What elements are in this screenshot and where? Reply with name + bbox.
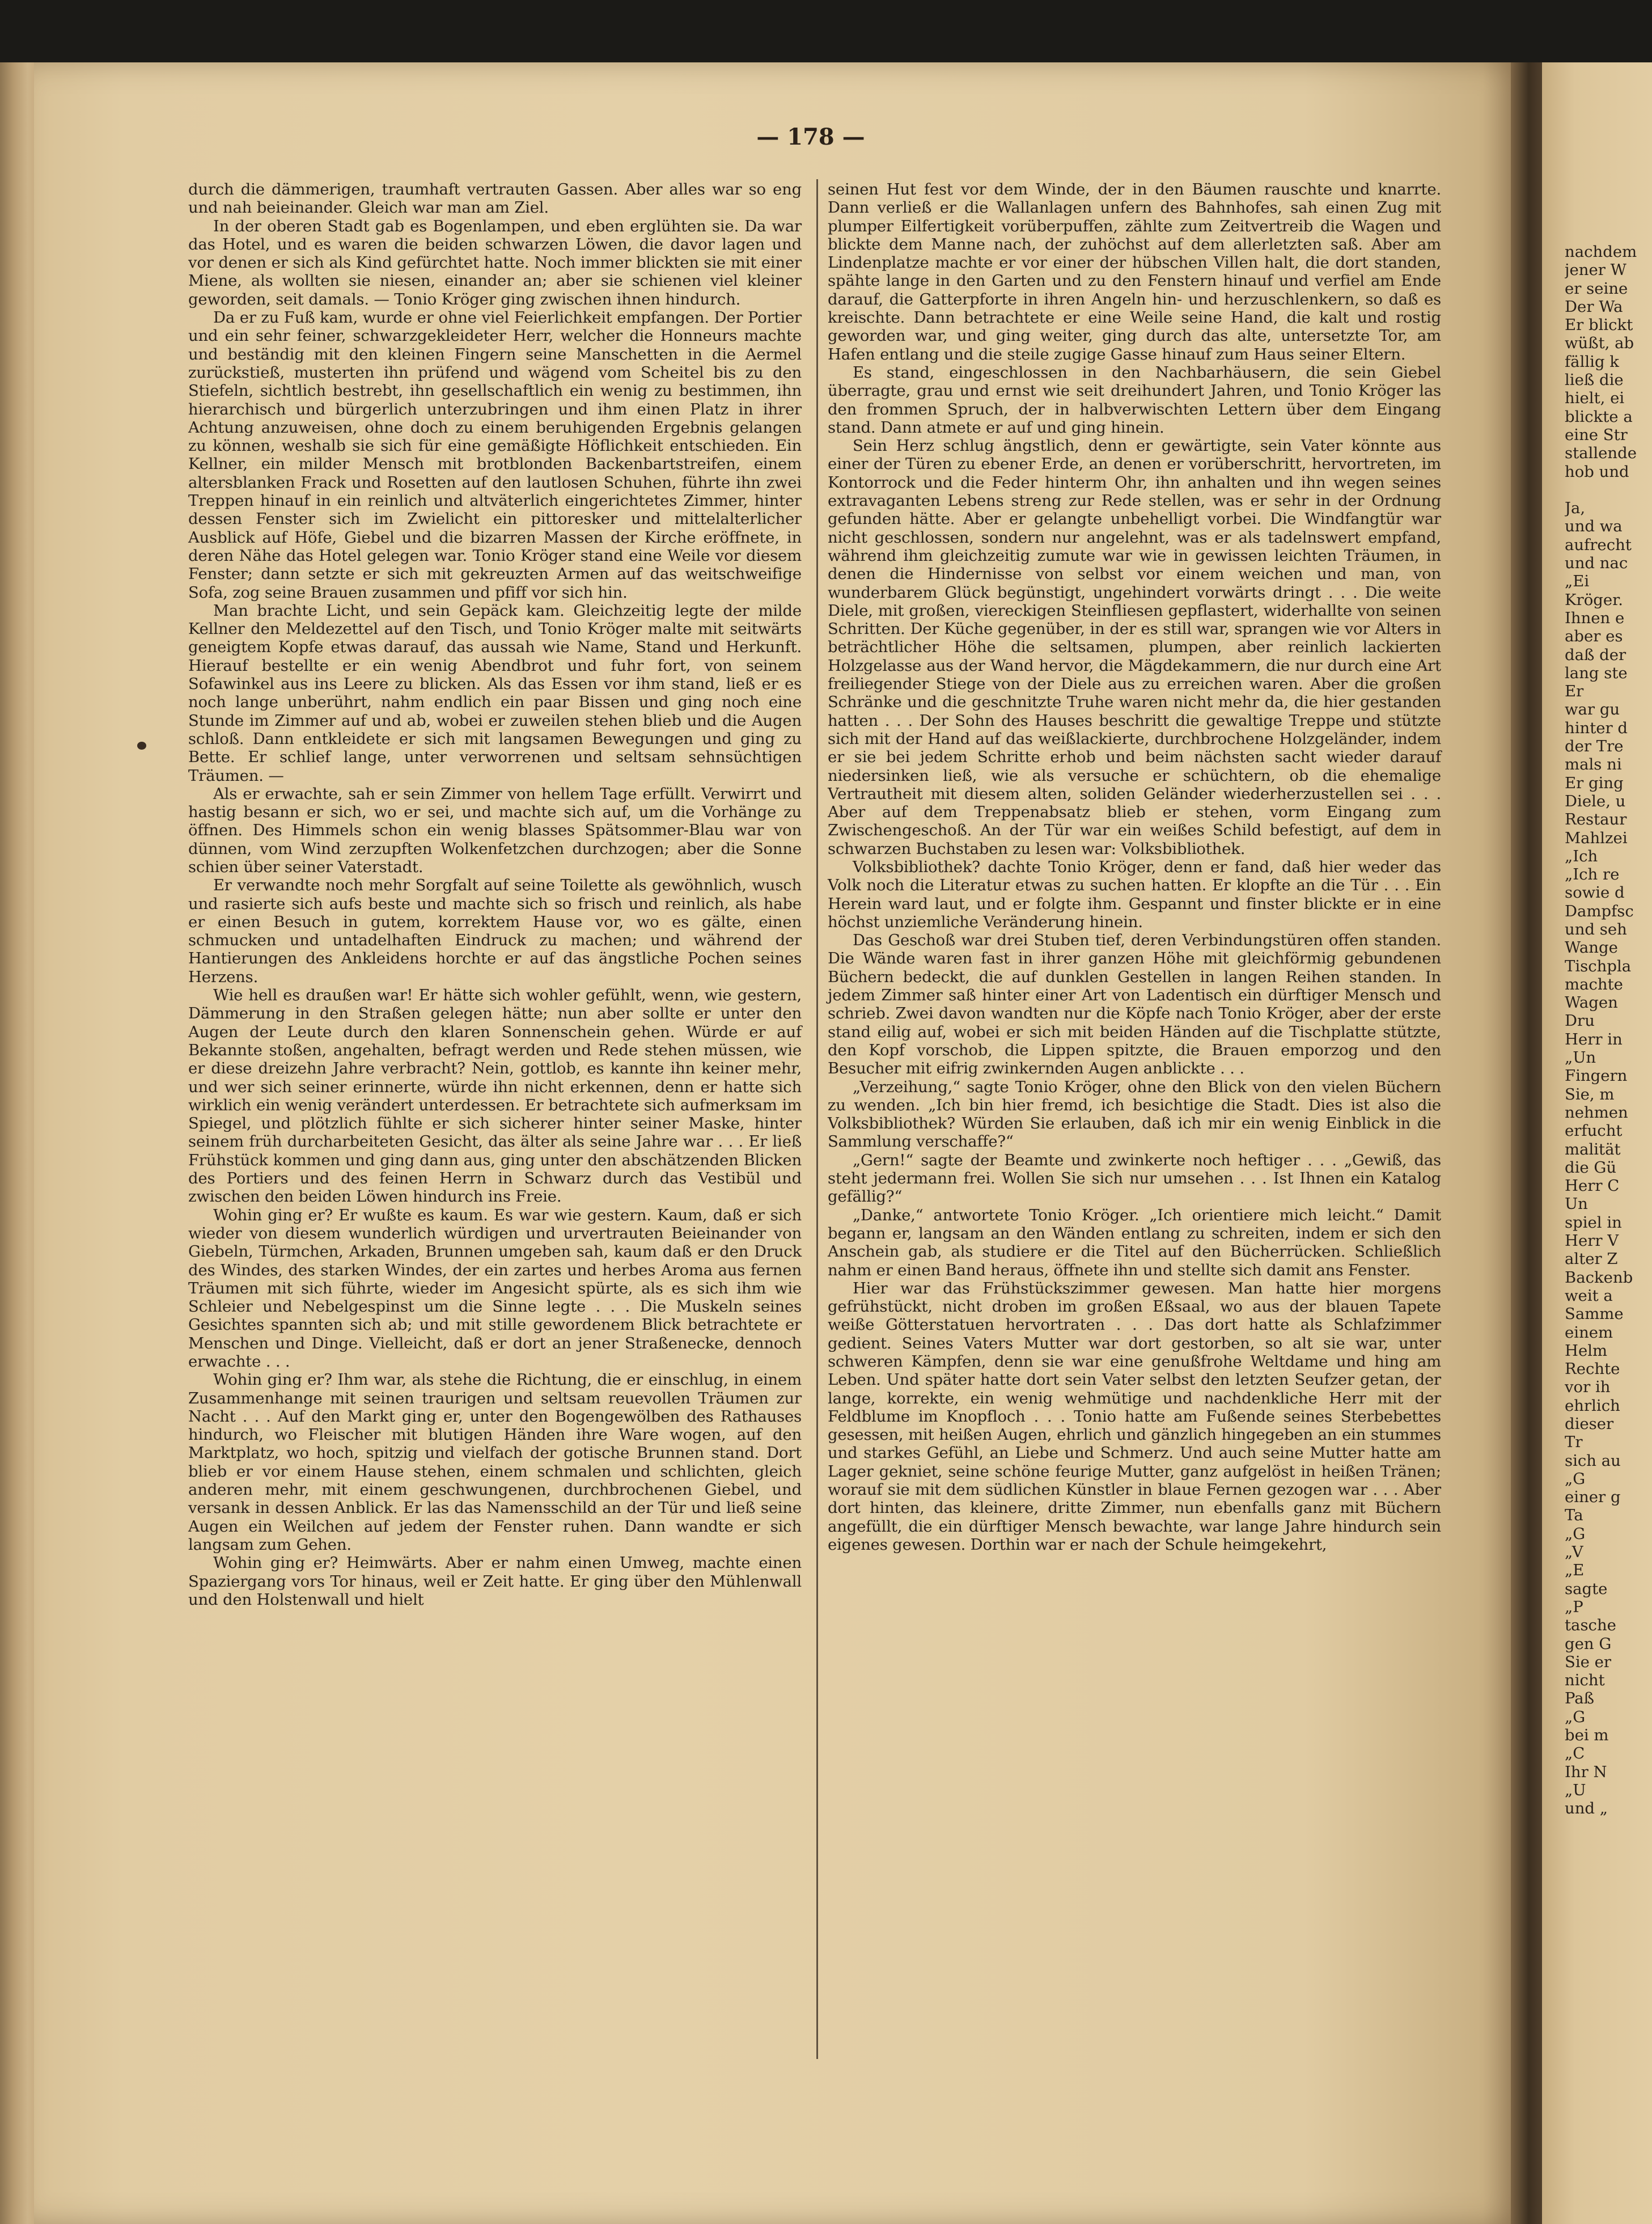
text-fragment: „Ei bbox=[1565, 572, 1590, 591]
text-fragment: „Ich bbox=[1565, 847, 1598, 865]
text-fragment: Er bbox=[1565, 682, 1584, 701]
text-fragment: Er blickt bbox=[1565, 316, 1633, 335]
text-fragment: jener W bbox=[1565, 261, 1626, 280]
paragraph: „Verzeihung,“ sagte Tonio Kröger, ohne den Blick von den vielen Büchern zu wenden. „Ich bin hier fremd, ich besichtige die Stadt. Dies ist also die Volksbibliothek? Würden Sie erlauben, daß ich mir ein wenig Einblick in die Sammlung verschaffe?“ bbox=[828, 1077, 1441, 1151]
text-fragment: bei m bbox=[1565, 1726, 1609, 1745]
paragraph: Wohin ging er? Ihm war, als stehe die Richtung, die er einschlug, in einem Zusammenhange mit seinen traurigen und seltsam reuevollen Träumen zur Nacht . . . Auf den Markt ging er, unter den Bogengewölben des Rathauses hindurch, wo Fleischer mit blutigen Händen ihre Ware wogen, auf den Marktplatz, wo hoch, spitzig und vielfach der gotische Brunnen stand. Dort blieb er vor einem Hause stehen, einem schmalen und schlichten, gleich anderen mehr, mit einem geschwungenen, durchbrochenen Giebel, und versank in dessen Anblick. Er las das Namensschild an der Tür und ließ seine Augen ein Weilchen auf jedem der Fenster ruhen. Dann wandte er sich langsam zum Gehen. bbox=[188, 1371, 802, 1554]
paragraph: Hier war das Frühstückszimmer gewesen. Man hatte hier morgens gefrühstückt, nicht droben im großen Eßsaal, wo aus der blauen Tapete weiße Götterstatuen hervortraten . . . Das dort hatte als Schlafzimmer gedient. Seines Vaters Mutter war dort gestorben, so alt sie war, unter schweren Kämpfen, denn sie war eine genußfrohe Weltdame und hing am Leben. Und später hatte dort sein Vater selbst den letzten Seufzer getan, der lange, korrekte, ein wenig wehmütige und nachdenkliche Herr mit der Feldblume im Knopfloch . . . Tonio hatte am Fußende seines Sterbebettes gesessen, mit heißen Augen, ehrlich und gänzlich hingegeben an ein stummes und starkes Gefühl, an Liebe und Schmerz. Und auch seine Mutter hatte am Lager gekniet, seine schöne feurige Mutter, ganz aufgelöst in heißen Tränen; worauf sie mit dem südlichen Künstler in blaue Fernen gezogen war . . . Aber dort hinten, das kleinere, dritte Zimmer, nun ebenfalls ganz mit Büchern angefüllt, die ein dürftiger Mensch bewachte, war lange Jahre hindurch sein eigenes gewesen. Dorthin war er nach der Schule heimgekehrt, bbox=[828, 1279, 1441, 1554]
text-fragment: hob und bbox=[1565, 462, 1629, 481]
text-fragment: Helm bbox=[1565, 1341, 1608, 1360]
text-fragment: malität bbox=[1565, 1140, 1621, 1158]
text-fragment: Kröger. bbox=[1565, 590, 1623, 609]
paragraph: seinen Hut fest vor dem Winde, der in den Bäumen rauschte und knarrte. Dann verließ er die Wallanlagen unfern des Bahnhofes, sah einen Zug mit plumper Eilfertigkeit vorüberpuffen, zählte zum Zeitvertreib die Wagen und blickte dem Manne nach, der zuhöchst auf dem allerletzten saß. Aber am Lindenplatze machte er vor einer der hübschen Villen halt, die dort standen, spähte lange in den Garten und zu den Fenstern hinauf und verfiel am Ende darauf, die Gatterpforte in ihren Angeln hin- und herzuschlenkern, so daß es kreischte. Dann betrachtete er eine Weile seine Hand, die kalt und rostig geworden war, und ging weiter, ging durch das alte, untersetzte Tor, am Hafen entlang und die steile zugige Gasse hinauf zum Haus seiner Eltern. bbox=[828, 180, 1441, 363]
text-fragment: wüßt, ab bbox=[1565, 334, 1634, 353]
text-fragment: Ta bbox=[1565, 1506, 1583, 1525]
paragraph: Als er erwachte, sah er sein Zimmer von hellem Tage erfüllt. Verwirrt und hastig besann er sich, wo er sei, und machte sich auf, um die Vorhänge zu öffnen. Des Himmels schon ein wenig blasses Spätsommer-Blau war von dünnen, vom Wind zerzupften Wolkenfetzchen durchzogen; aber die Sonne schien über seiner Vaterstadt. bbox=[188, 784, 802, 876]
page-number: — 178 — bbox=[756, 124, 865, 150]
text-fragment: „G bbox=[1565, 1707, 1586, 1726]
text-fragment: hielt, ei bbox=[1565, 389, 1625, 408]
paragraph: durch die dämmerigen, traumhaft vertrauten Gassen. Aber alles war so eng und nah beieinander. Gleich war man am Ziel. bbox=[188, 180, 802, 217]
text-fragment: aufrecht bbox=[1565, 535, 1632, 554]
text-fragment: der Tre bbox=[1565, 737, 1624, 756]
text-fragment: dieser bbox=[1565, 1415, 1614, 1433]
text-fragment: nehmen bbox=[1565, 1103, 1628, 1122]
text-fragment: Paß bbox=[1565, 1689, 1595, 1708]
text-fragment: aber es bbox=[1565, 627, 1623, 646]
text-fragment: Un bbox=[1565, 1195, 1588, 1214]
text-fragment: nicht bbox=[1565, 1671, 1605, 1690]
text-fragment bbox=[1565, 481, 1652, 499]
text-fragment: Restaur bbox=[1565, 810, 1627, 829]
text-fragment: Herr in bbox=[1565, 1030, 1623, 1048]
text-fragment: und nac bbox=[1565, 554, 1628, 573]
text-fragment: „V bbox=[1565, 1543, 1583, 1562]
text-fragment: Herr V bbox=[1565, 1232, 1619, 1250]
text-fragment: „C bbox=[1565, 1744, 1585, 1763]
text-fragment: Mahlzei bbox=[1565, 828, 1628, 847]
paragraph: „Gern!“ sagte der Beamte und zwinkerte noch heftiger . . . „Gewiß, das steht jedermann frei. Wollen Sie sich nur umsehen . . . Ist Ihnen ein Katalog gefällig?“ bbox=[828, 1151, 1441, 1206]
paragraph: Wohin ging er? Heimwärts. Aber er nahm einen Umweg, machte einen Spaziergang vors Tor hinaus, weil er Zeit hatte. Er ging über den Mühlenwall und den Holstenwall und hielt bbox=[188, 1554, 802, 1609]
paragraph: In der oberen Stadt gab es Bogenlampen, und eben erglühten sie. Da war das Hotel, und es waren die beiden schwarzen Löwen, die davor lagen und vor denen er sich als Kind gefürchtet hatte. Noch immer blickten sie mit einer Miene, als wollten sie niesen, einander an; aber sie schienen viel kleiner geworden, seit damals. — Tonio Kröger ging zwischen ihnen hindurch. bbox=[188, 217, 802, 308]
text-fragment: einem bbox=[1565, 1323, 1613, 1342]
text-fragment: Wange bbox=[1565, 938, 1618, 957]
text-fragment: Dru bbox=[1565, 1012, 1595, 1030]
text-fragment: und „ bbox=[1565, 1799, 1608, 1818]
text-fragment: Tischpla bbox=[1565, 957, 1632, 975]
text-fragment: und seh bbox=[1565, 920, 1627, 938]
adjacent-page-text-fragments bbox=[1565, 243, 1652, 1818]
text-fragment: Ja, bbox=[1565, 499, 1586, 518]
text-fragment: ließ die bbox=[1565, 371, 1624, 390]
text-fragment: Ihnen e bbox=[1565, 608, 1625, 627]
text-fragment: tasche bbox=[1565, 1616, 1616, 1635]
text-fragment: „G bbox=[1565, 1524, 1586, 1543]
text-fragment: einer g bbox=[1565, 1488, 1621, 1507]
text-fragment: Dampfsc bbox=[1565, 902, 1634, 920]
text-column-right bbox=[828, 180, 1441, 1554]
text-fragment: gen G bbox=[1565, 1634, 1612, 1653]
text-fragment: Wagen bbox=[1565, 993, 1618, 1012]
text-fragment: Sie, m bbox=[1565, 1085, 1615, 1103]
text-fragment: nachdem bbox=[1565, 243, 1637, 261]
text-fragment: ehrlich bbox=[1565, 1396, 1620, 1415]
text-fragment: „E bbox=[1565, 1561, 1585, 1580]
text-fragment: weit a bbox=[1565, 1286, 1613, 1305]
paragraph: Wie hell es draußen war! Er hätte sich wohler gefühlt, wenn, wie gestern, Dämmerung in den Straßen gelegen hätte; nun aber sollte er unter den Augen der Leute durch den klaren Sonnenschein gehen. Würde er auf Bekannte stoßen, angehalten, befragt werden und Rede stehen müssen, wie er diese dreizehn Jahre verbracht? Nein, gottlob, es kannte ihn keiner mehr, und wer sich seiner erinnerte, würde ihn nicht erkennen, denn er hatte sich wirklich ein wenig verändert unterdessen. Er betrachtete sich aufmerksam im Spiegel, und plötzlich fühlte er sich sicherer hinter seiner Maske, hinter seinem früh durcharbeiteten Gesicht, das älter als seine Jahre war . . . Er ließ Frühstück kommen und ging dann aus, ging unter den abschätzenden Blicken des Portiers und des feinen Herrn in Schwarz durch das Vestibül und zwischen den beiden Löwen hindurch ins Freie. bbox=[188, 986, 802, 1206]
text-fragment: „U bbox=[1565, 1781, 1586, 1799]
text-fragment: er seine bbox=[1565, 279, 1628, 298]
column-divider bbox=[816, 179, 818, 2059]
text-fragment: Samme bbox=[1565, 1305, 1624, 1324]
text-fragment: die Gü bbox=[1565, 1158, 1617, 1177]
text-fragment: „G bbox=[1565, 1469, 1586, 1488]
text-fragment: fällig k bbox=[1565, 352, 1619, 371]
text-fragment: blickte a bbox=[1565, 407, 1633, 426]
text-fragment: Diele, u bbox=[1565, 792, 1626, 810]
text-fragment: „Ich re bbox=[1565, 865, 1620, 884]
text-fragment: war gu bbox=[1565, 700, 1620, 719]
paragraph: Volksbibliothek? dachte Tonio Kröger, denn er fand, daß hier weder das Volk noch die Literatur etwas zu suchen hatten. Er klopfte an die Tür . . . Ein Herein ward laut, und er folgte ihm. Gespannt und finster blickte er in eine höchst unziemliche Veränderung hinein. bbox=[828, 857, 1441, 931]
text-fragment: „Un bbox=[1565, 1048, 1596, 1067]
text-fragment: Er ging bbox=[1565, 773, 1624, 792]
text-fragment: Tr bbox=[1565, 1433, 1583, 1452]
text-fragment: sowie d bbox=[1565, 883, 1625, 902]
text-fragment: alter Z bbox=[1565, 1250, 1618, 1269]
text-fragment: Herr C bbox=[1565, 1177, 1620, 1195]
paragraph: Wohin ging er? Er wußte es kaum. Es war wie gestern. Kaum, daß er sich wieder von diesem wunderlich würdigen und urvertrauten Beieinander von Giebeln, Türmchen, Arkaden, Brunnen umgeben sah, kaum daß er den Druck des Windes, des starken Windes, der ein zartes und herbes Aroma aus fernen Träumen mit sich führte, wieder im Angesicht spürte, als es sich ihm wie Schleier und Nebelgespinst um die Sinne legte . . . Die Muskeln seines Gesichtes spannten sich ab; und mit stille gewordenem Blick betrachtete er Menschen und Dinge. Vielleicht, daß er dort an jener Straßenecke, dennoch erwachte . . . bbox=[188, 1206, 802, 1371]
text-fragment: Fingern bbox=[1565, 1067, 1628, 1085]
text-fragment: spiel in bbox=[1565, 1213, 1622, 1232]
text-fragment: erfucht bbox=[1565, 1122, 1623, 1140]
text-fragment: eine Str bbox=[1565, 425, 1628, 444]
text-fragment: daß der bbox=[1565, 645, 1626, 664]
text-fragment: und wa bbox=[1565, 517, 1623, 536]
text-column-left bbox=[188, 180, 802, 1609]
text-fragment: sagte bbox=[1565, 1579, 1608, 1598]
text-fragment: Der Wa bbox=[1565, 297, 1623, 316]
text-fragment: machte bbox=[1565, 975, 1623, 993]
text-fragment: mals ni bbox=[1565, 755, 1622, 774]
paragraph: „Danke,“ antwortete Tonio Kröger. „Ich orientiere mich leicht.“ Damit begann er, langsam an den Wänden entlang zu schreiten, indem er sich den Anschein gab, als studiere er die Titel auf den Bücherrücken. Schließlich nahm er einen Band heraus, öffnete ihn und stellte sich damit ans Fenster. bbox=[828, 1206, 1441, 1279]
paragraph: Sein Herz schlug ängstlich, denn er gewärtigte, sein Vater könnte aus einer der Türen zu ebener Erde, an denen er vorüberschritt, hervortreten, im Kontorrock und die Feder hinterm Ohr, ihn anhalten und ihn wegen seines extravaganten Lebens streng zur Rede stellen, was er sehr in der Ordnung gefunden hätte. Aber er gelangte unbehelligt vorbei. Die Windfangtür war nicht geschlossen, sondern nur angelehnt, was er als tadelnswert empfand, während ihm gleichzeitig zumute war wie in gewissen leichten Träumen, in denen die Hindernisse von selbst vor einem weichen und man, von wunderbarem Glück begünstigt, ungehindert vorwärts dringt . . . Die weite Diele, mit großen, viereckigen Steinfliesen gepflastert, widerhallte von seinen Schritten. Der Küche gegenüber, in der es still war, sprangen wie vor Alters in beträchtlicher Höhe die seltsamen, plumpen, aber reinlich lackierten Holzgelasse aus der Wand hervor, die Mägdekammern, die nur durch eine Art freiliegender Stiege von der Diele aus zu erreichen waren. Aber die großen Schränke und die geschnitzte Truhe waren nicht mehr da, die hier gestanden hatten . . . Der Sohn des Hauses beschritt die gewaltige Treppe und stützte sich mit der Hand auf das weißlackierte, durchbrochene Holzgeländer, indem er sie bei jedem Schritte erhob und beim nächsten sacht wieder darauf niedersinken ließ, wie als versuche er schüchtern, ob die ehemalige Vertrautheit mit diesem alten, soliden Geländer wiederherzustellen sei . . . Aber auf dem Treppenabsatz blieb er stehen, vorm Eingang zum Zwischengeschoß. An der Tür war ein weißes Schild befestigt, auf dem in schwarzen Buchstaben zu lesen war: Volksbibliothek. bbox=[828, 437, 1441, 858]
paragraph: Da er zu Fuß kam, wurde er ohne viel Feierlichkeit empfangen. Der Portier und ein sehr feiner, schwarzgekleideter Herr, welcher die Honneurs machte und beständig mit den kleinen Fingern seine Manschetten in die Aermel zurückstieß, musterten ihn prüfend und wägend vom Scheitel bis zu den Stiefeln, sichtlich bestrebt, ihn gesellschaftlich ein wenig zu bestimmen, ihn hierarchisch und bürgerlich unterzubringen und ihm einen Platz in ihrer Achtung anzuweisen, ohne doch zu einem beruhigenden Ergebnis gelangen zu können, weshalb sie sich für eine gemäßigte Höflichkeit entschieden. Ein Kellner, ein milder Mensch mit brotblonden Backenbartstreifen, einem altersblanken Frack und Rosetten auf den lautlosen Schuhen, führte ihn zwei Treppen hinauf in ein reinlich und altväterlich eingerichtetes Zimmer, hinter dessen Fenster sich im Zwielicht ein pittoresker und mittelalterlicher Ausblick auf Höfe, Giebel und die bizarren Massen der Kirche eröffnete, in deren Nähe das Hotel gelegen war. Tonio Kröger stand eine Weile vor diesem Fenster; dann setzte er sich mit gekreuzten Armen auf das weitschweifige Sofa, zog seine Brauen zusammen und pfiff vor sich hin. bbox=[188, 308, 802, 602]
text-fragment: stallende bbox=[1565, 444, 1637, 463]
text-fragment: „P bbox=[1565, 1597, 1583, 1616]
paragraph: Das Geschoß war drei Stuben tief, deren Verbindungstüren offen standen. Die Wände waren fast in ihrer ganzen Höhe mit gleichförmig gebundenen Büchern bedeckt, die auf dunklen Gestellen in langen Reihen standen. In jedem Zimmer saß hinter einer Art von Ladentisch ein dürftiger Mensch und schrieb. Zwei davon wandten nur die Köpfe nach Tonio Kröger, aber der erste stand eilig auf, wobei er sich mit beiden Händen auf die Tischplatte stützte, den Kopf vorschob, die Lippen spitzte, die Brauen emporzog und den Besucher mit eifrig zwinkernden Augen anblickte . . . bbox=[828, 931, 1441, 1078]
paragraph: Man brachte Licht, und sein Gepäck kam. Gleichzeitig legte der milde Kellner den Meldezettel auf den Tisch, und Tonio Kröger malte mit seitwärts geneigtem Kopfe etwas darauf, das aussah wie Name, Stand und Herkunft. Hierauf bestellte er ein wenig Abendbrot und fuhr fort, von seinem Sofawinkel aus ins Leere zu blicken. Als das Essen vor ihm stand, ließ er es noch lange unberührt, nahm endlich ein paar Bissen und ging noch eine Stunde im Zimmer auf und ab, wobei er zuweilen stehen blieb und die Augen schloß. Dann entkleidete er sich mit langsamen Bewegungen und ging zu Bette. Er schlief lange, unter verworrenen und seltsam sehnsüchtigen Träumen. — bbox=[188, 601, 802, 785]
text-fragment: lang ste bbox=[1565, 663, 1628, 682]
text-fragment: hinter d bbox=[1565, 718, 1628, 737]
adjacent-page bbox=[1542, 62, 1652, 2224]
text-fragment: sich au bbox=[1565, 1451, 1621, 1470]
text-fragment: Backenb bbox=[1565, 1268, 1633, 1287]
paragraph: Es stand, eingeschlossen in den Nachbarhäusern, die sein Giebel überragte, grau und ernst wie seit dreihundert Jahren, und Tonio Kröger las den frommen Spruch, der in halbverwischten Lettern über dem Eingang stand. Dann atmete er auf und ging hinein. bbox=[828, 363, 1441, 437]
text-fragment: Sie er bbox=[1565, 1652, 1612, 1671]
text-fragment: Ihr N bbox=[1565, 1762, 1607, 1781]
text-fragment: vor ih bbox=[1565, 1378, 1611, 1397]
ink-spot bbox=[137, 742, 146, 750]
text-fragment: Rechte bbox=[1565, 1360, 1620, 1379]
paragraph: Er verwandte noch mehr Sorgfalt auf seine Toilette als gewöhnlich, wusch und rasierte sich aufs beste und machte sich so frisch und reinlich, als habe er einen Besuch in gutem, korrektem Hause vor, wo es gälte, einen schmucken und untadelhaften Eindruck zu machen; und während der Hantierungen des Ankleidens horchte er auf das ängstliche Pochen seines Herzens. bbox=[188, 876, 802, 986]
